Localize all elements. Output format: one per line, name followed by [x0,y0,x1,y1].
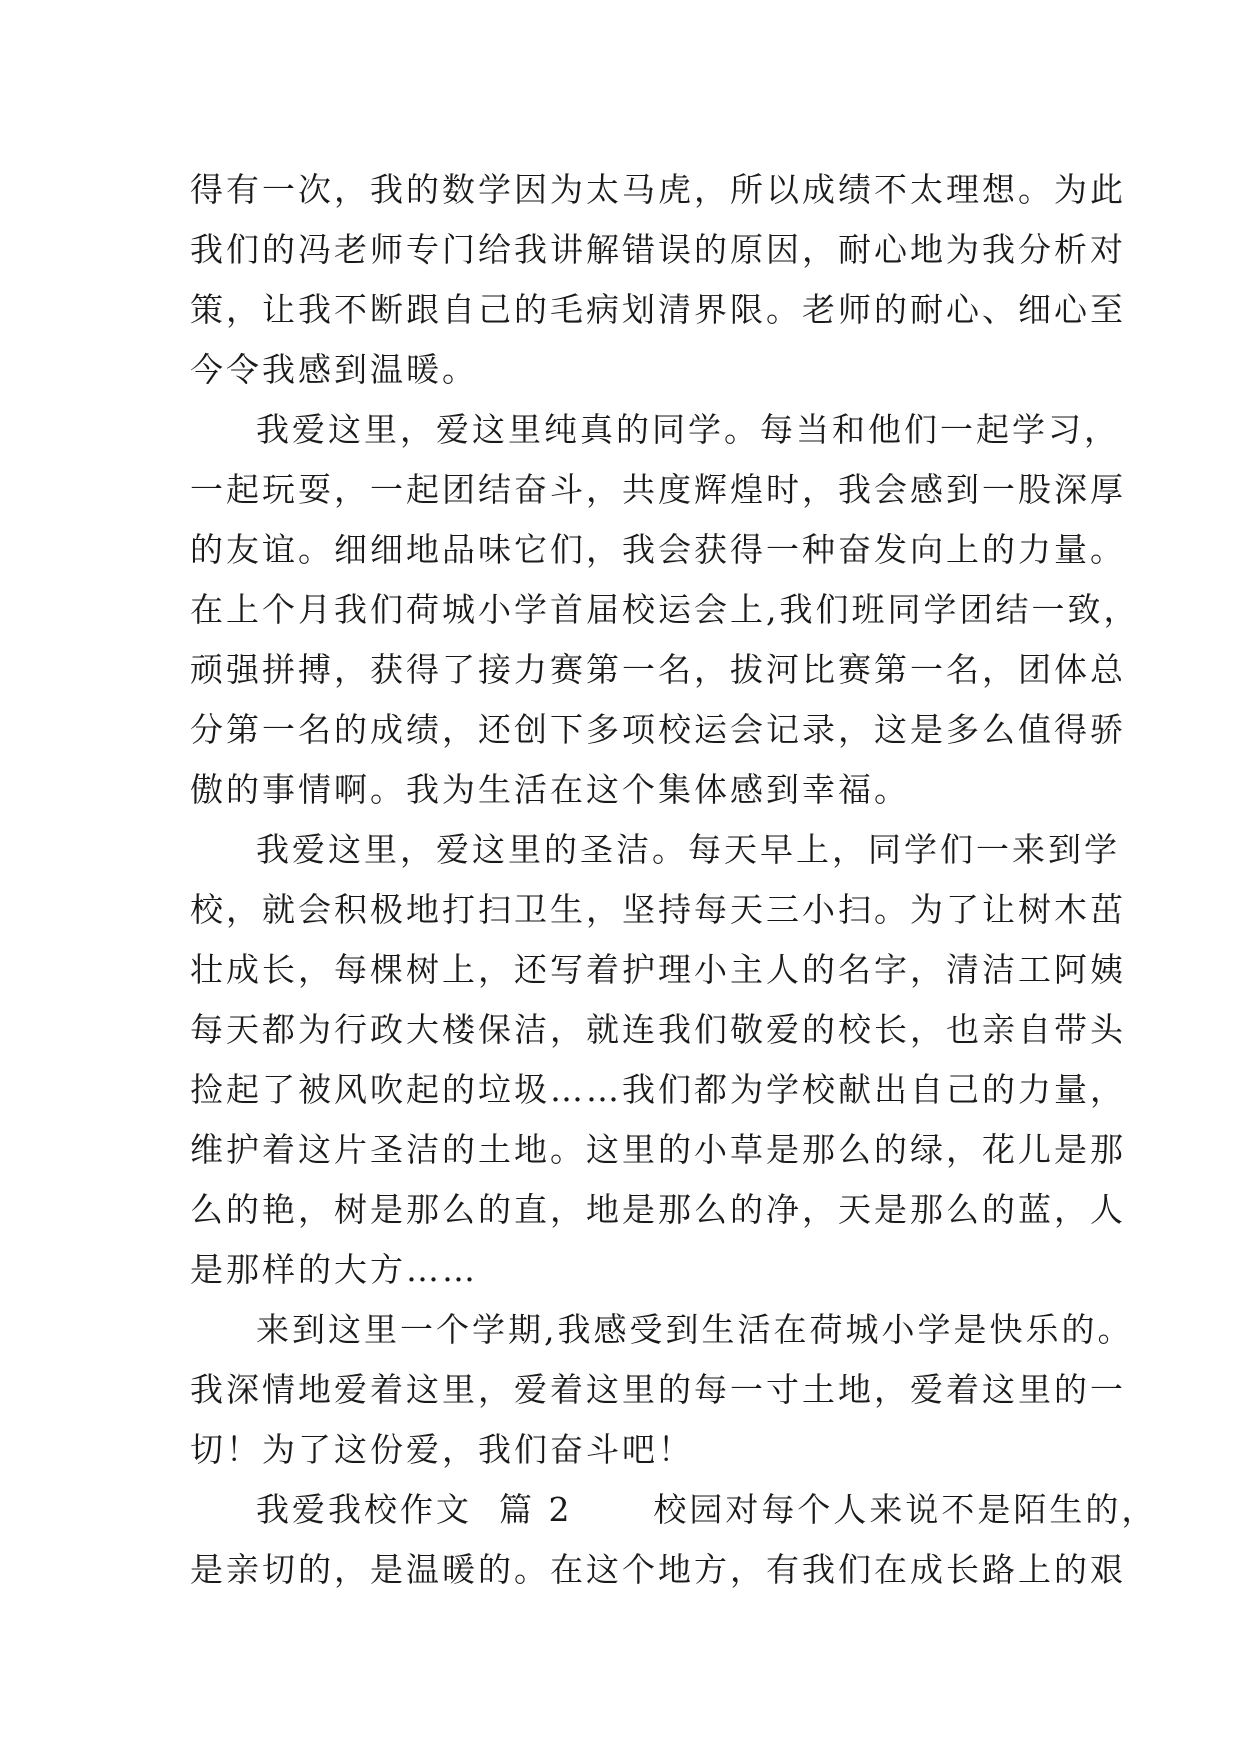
text-line: 么的艳，树是那么的直，地是那么的净，天是那么的蓝，人 [190,1190,1126,1229]
text-line: 今令我感到温暖。 [190,350,478,389]
text-line: 策，让我不断跟自己的毛病划清界限。老师的耐心、细心至 [190,290,1126,329]
text-line: 维护着这片圣洁的土地。这里的小草是那么的绿，花儿是那 [190,1130,1126,1169]
text-line: 校，就会积极地打扫卫生，坚持每天三小扫。为了让树木茁 [190,890,1126,929]
text-line: 得有一次，我的数学因为太马虎，所以成绩不太理想。为此 [190,170,1126,209]
paragraph-first-line: 来到这里一个学期,我感受到生活在荷城小学是快乐的。 [256,1310,1134,1349]
text-line: 一起玩耍，一起团结奋斗，共度辉煌时，我会感到一股深厚 [190,470,1126,509]
essay-body [190,160,1158,1600]
text-line: 傲的事情啊。我为生活在这个集体感到幸福。 [190,770,910,809]
section-heading-line: 我爱我校作文 篇 2 校园对每个人来说不是陌生的， [256,1490,1158,1529]
text-line: 在上个月我们荷城小学首届校运会上,我们班同学团结一致， [190,590,1140,629]
text-line: 每天都为行政大楼保洁，就连我们敬爱的校长，也亲自带头 [190,1010,1126,1049]
text-line: 顽强拼搏，获得了接力赛第一名，拔河比赛第一名，团体总 [190,650,1126,689]
text-line: 壮成长，每棵树上，还写着护理小主人的名字，清洁工阿姨 [190,950,1126,989]
text-line: 切！为了这份爱，我们奋斗吧！ [190,1430,694,1469]
paragraph-first-line: 我爱这里，爱这里纯真的同学。每当和他们一起学习， [256,410,1120,449]
text-line: 我们的冯老师专门给我讲解错误的原因，耐心地为我分析对 [190,230,1126,269]
text-line: 我深情地爱着这里，爱着这里的每一寸土地，爱着这里的一 [190,1370,1126,1409]
text-line: 是亲切的，是温暖的。在这个地方，有我们在成长路上的艰 [190,1550,1126,1589]
text-line: 分第一名的成绩，还创下多项校运会记录，这是多么值得骄 [190,710,1126,749]
text-line: 的友谊。细细地品味它们，我会获得一种奋发向上的力量。 [190,530,1126,569]
text-line: 捡起了被风吹起的垃圾……我们都为学校献出自己的力量， [190,1070,1126,1109]
text-line: 是那样的大方…… [190,1250,478,1289]
paragraph-first-line: 我爱这里，爱这里的圣洁。每天早上，同学们一来到学 [256,830,1120,869]
